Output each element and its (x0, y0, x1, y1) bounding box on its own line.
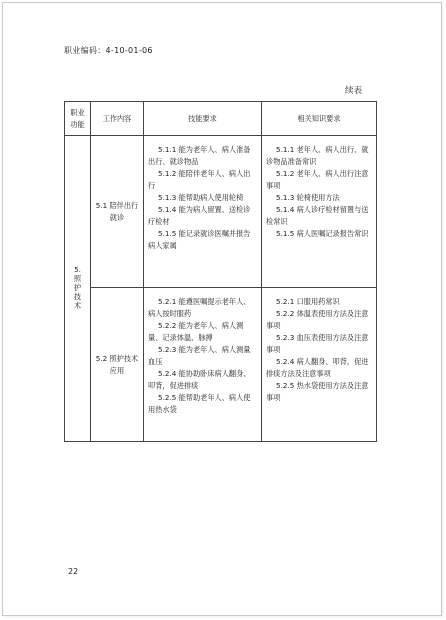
skill-item: 5.2.3 能为老年人、病人测量血压 (148, 345, 251, 366)
skill-item: 5.1.4 能为病人留置、送检诊疗检材 (148, 205, 251, 226)
header-skill-requirements: 技能要求 (144, 102, 262, 136)
knowledge-item: 5.1.2 老年人、病人出行注意事项 (266, 169, 369, 190)
skills-table (64, 101, 377, 442)
skill-item: 5.1.5 能记录就诊医嘱并报告病人家属 (148, 229, 251, 250)
continued-label: 续表 (345, 86, 363, 96)
work-content-cell (91, 288, 144, 442)
header-knowledge-requirements: 相关知识要求 (262, 102, 377, 136)
knowledge-item: 5.1.5 病人医嘱记录报告常识 (276, 229, 369, 238)
table-row (65, 136, 377, 288)
page-number: 22 (68, 567, 79, 576)
skills-cell (144, 288, 262, 442)
knowledge-item: 5.1.1 老年人、病人出行、就诊物品准备常识 (266, 145, 369, 166)
header-work-content: 工作内容 (91, 102, 144, 136)
table-header-row (65, 102, 377, 136)
table-row (65, 288, 377, 442)
knowledge-cell (262, 136, 377, 288)
skill-item: 5.2.5 能帮助老年人、病人使用热水袋 (148, 393, 251, 414)
occupation-code-header: 职业编码：4-10-01-06 (64, 46, 153, 55)
skill-item: 5.2.1 能遵医嘱提示老年人、病人按时服药 (148, 297, 251, 318)
module-cell (65, 136, 91, 442)
knowledge-item: 5.2.4 病人翻身、叩背，促进排痰方法及注意事项 (266, 357, 369, 378)
knowledge-item: 5.1.3 轮椅使用方法 (276, 193, 340, 202)
skills-cell (144, 136, 262, 288)
skill-item: 5.1.3 能帮助病人使用轮椅 (158, 193, 244, 202)
knowledge-item: 5.2.3 血压表使用方法及注意事项 (266, 333, 369, 354)
skill-item: 5.1.2 能陪伴老年人、病人出行 (148, 169, 251, 190)
knowledge-item: 5.2.1 口服用药常识 (276, 297, 340, 306)
skill-item: 5.1.1 能为老年人、病人准备出行、就诊物品 (148, 145, 251, 166)
knowledge-item: 5.2.2 体温表使用方法及注意事项 (266, 309, 369, 330)
knowledge-cell (262, 288, 377, 442)
skill-item: 5.2.4 能协助卧床病人翻身、叩背，促进排痰 (148, 369, 251, 390)
work-content-label: 5.1 陪伴出行就诊 (95, 200, 139, 222)
work-content-cell (91, 136, 144, 288)
module-label: 5. 照护技术 (73, 265, 82, 310)
work-content-label: 5.2 照护技术应用 (95, 353, 139, 375)
header-job-function: 职业功能 (65, 102, 91, 136)
skill-item: 5.2.2 能为老年人、病人测量、记录体温、脉搏 (148, 321, 244, 342)
knowledge-item: 5.2.5 热水袋使用方法及注意事项 (266, 381, 369, 402)
knowledge-item: 5.1.4 病人诊疗检材留置与送检常识 (266, 205, 369, 226)
